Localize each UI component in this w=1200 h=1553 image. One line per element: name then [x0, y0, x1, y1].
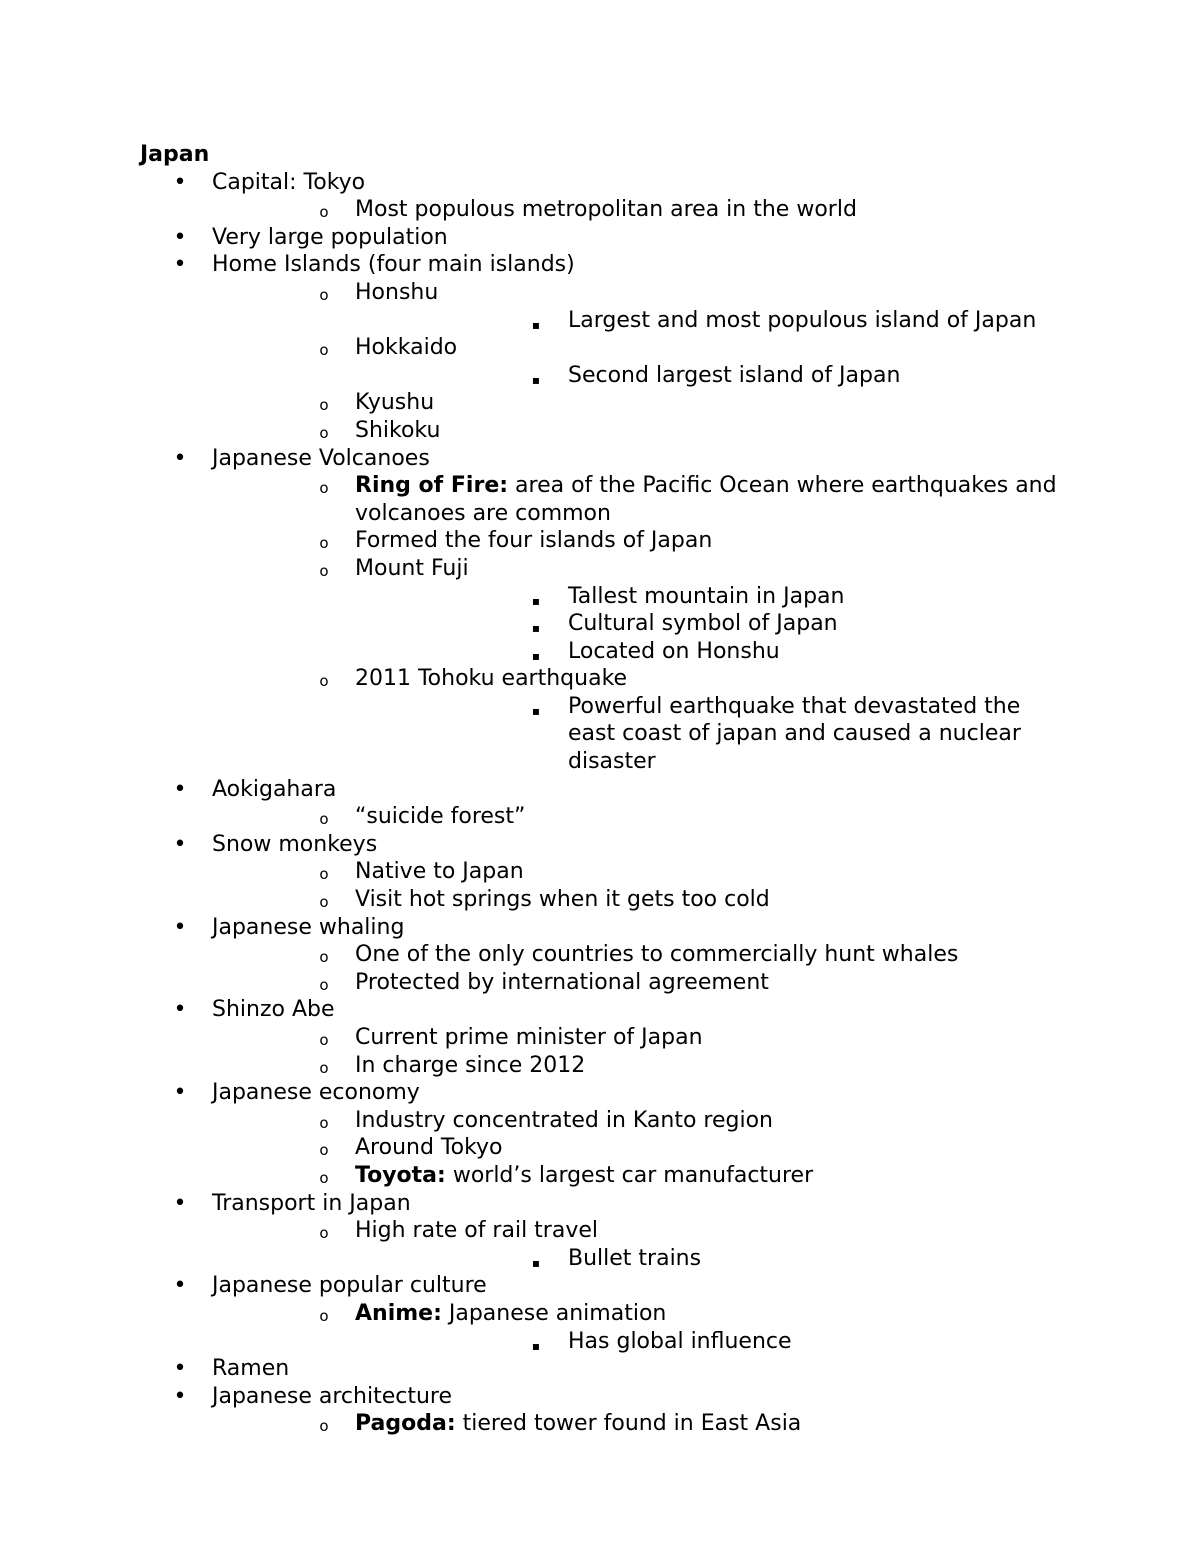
bullet-icon: • [173, 1356, 187, 1382]
item-text: Kyushu [355, 390, 435, 416]
outline-list-level-3 [355, 1328, 1060, 1356]
item-text: Located on Honshu [568, 638, 780, 664]
bullet-icon: ▪ [531, 317, 541, 332]
list-item [212, 1300, 1060, 1355]
bullet-icon: • [173, 1190, 187, 1216]
item-text: Shinzo Abe [212, 997, 335, 1023]
bullet-icon: • [173, 169, 187, 195]
bullet-icon: o [319, 1168, 329, 1187]
item-text: Japanese architecture [212, 1383, 453, 1409]
bullet-icon: o [319, 203, 329, 222]
list-item [212, 1162, 1060, 1190]
list-item [212, 555, 1060, 665]
list-item [355, 638, 1060, 666]
item-text: Visit hot springs when it gets too cold [355, 887, 770, 913]
list-item [140, 996, 1060, 1079]
list-item [140, 776, 1060, 831]
bullet-icon: • [173, 224, 187, 250]
item-text [355, 1301, 666, 1326]
bullet-icon: ▪ [531, 621, 541, 636]
bullet-icon: o [319, 534, 329, 553]
item-text: 2011 Tohoku earthquake [355, 666, 628, 692]
term-definition: Japanese animation [441, 1300, 667, 1326]
list-item [212, 279, 1060, 334]
bullet-icon: o [319, 1031, 329, 1049]
list-item [355, 693, 1060, 776]
outline-list-level-3 [355, 307, 1060, 335]
bullet-icon: o [319, 1113, 329, 1132]
list-item [140, 1383, 1060, 1438]
item-text: In charge since 2012 [355, 1052, 586, 1078]
list-item [212, 941, 1060, 969]
bullet-icon: o [319, 810, 329, 829]
term-label: Pagoda: [355, 1411, 456, 1437]
item-text: Formed the four islands of Japan [355, 528, 713, 554]
term-label: Anime: [355, 1300, 442, 1326]
list-item [355, 610, 1060, 638]
list-item [140, 1355, 1060, 1383]
list-item [212, 1024, 1060, 1052]
item-text: Second largest island of Japan [568, 362, 901, 388]
bullet-icon: o [319, 1224, 329, 1243]
item-text: Around Tokyo [355, 1135, 503, 1161]
list-item [140, 1272, 1060, 1355]
item-text: Hokkaido [355, 335, 458, 361]
bullet-icon: o [319, 1058, 329, 1077]
outline-list-level-2 [212, 858, 1060, 913]
list-item [355, 1328, 1060, 1356]
outline-list-level-3 [355, 583, 1060, 666]
document-title: Japan [140, 142, 210, 167]
bullet-icon: o [319, 479, 329, 498]
outline [140, 169, 1060, 1438]
item-text: Tallest mountain in Japan [568, 583, 845, 609]
bullet-icon: ▪ [531, 372, 541, 387]
bullet-icon: ▪ [531, 648, 541, 663]
bullet-icon: • [173, 445, 187, 471]
list-item [355, 583, 1060, 611]
list-item [212, 969, 1060, 997]
bullet-icon: • [173, 1273, 187, 1299]
item-text: One of the only countries to commercially hunt whales [355, 942, 959, 968]
outline-list-level-1 [140, 169, 1060, 1438]
list-item [212, 1217, 1060, 1272]
bullet-icon: o [319, 561, 329, 580]
list-item [212, 1134, 1060, 1162]
item-text: Has global influence [568, 1328, 792, 1354]
item-text: Protected by international agreement [355, 969, 769, 995]
outline-list-level-2 [212, 941, 1060, 996]
bullet-icon: • [173, 776, 187, 802]
item-text: Ramen [212, 1356, 290, 1382]
list-item [140, 914, 1060, 997]
list-item [212, 886, 1060, 914]
outline-list-level-2 [212, 196, 1060, 224]
list-item [140, 169, 1060, 224]
item-text: Capital: Tokyo [212, 169, 366, 195]
item-text: Very large population [212, 224, 448, 250]
item-text: Japanese popular culture [212, 1273, 487, 1299]
item-text: Transport in Japan [212, 1190, 411, 1216]
item-text: Mount Fuji [355, 555, 469, 581]
bullet-icon: o [319, 396, 329, 415]
item-text [355, 1411, 801, 1436]
item-text: Honshu [355, 279, 439, 305]
bullet-icon: • [173, 252, 187, 278]
term-definition: tiered tower found in East Asia [455, 1411, 802, 1437]
bullet-icon: o [319, 865, 329, 884]
item-text: Home Islands (four main islands) [212, 252, 575, 278]
bullet-icon: • [173, 997, 187, 1023]
bullet-icon: • [173, 914, 187, 940]
outline-list-level-2 [212, 279, 1060, 445]
bullet-icon: • [173, 1383, 187, 1409]
bullet-icon: ▪ [531, 1338, 541, 1353]
list-item [140, 251, 1060, 444]
list-item [212, 472, 1060, 527]
list-item [212, 389, 1060, 417]
item-text: Cultural symbol of Japan [568, 611, 838, 637]
item-text: Industry concentrated in Kanto region [355, 1107, 773, 1133]
item-text: Bullet trains [568, 1245, 702, 1271]
list-item [140, 1079, 1060, 1189]
item-text: Current prime minister of Japan [355, 1025, 703, 1050]
term-definition: world’s largest car manufacturer [445, 1162, 814, 1188]
bullet-icon: ▪ [531, 1255, 541, 1270]
bullet-icon: o [319, 1417, 329, 1436]
list-item [140, 445, 1060, 776]
list-item [212, 417, 1060, 445]
list-item [212, 803, 1060, 831]
item-text: Shikoku [355, 417, 441, 443]
term-label: Ring of Fire: [355, 473, 509, 499]
bullet-icon: • [173, 831, 187, 857]
outline-list-level-2 [212, 1024, 1060, 1079]
list-item [212, 665, 1060, 775]
outline-list-level-3 [355, 362, 1060, 390]
item-text: High rate of rail travel [355, 1218, 598, 1244]
item-text: Japanese Volcanoes [212, 445, 430, 471]
item-text [355, 473, 1057, 526]
item-text: Most populous metropolitan area in the world [355, 197, 857, 223]
list-item [355, 1245, 1060, 1273]
bullet-icon: o [319, 893, 329, 912]
outline-list-level-2 [212, 803, 1060, 831]
term-label: Toyota: [355, 1162, 446, 1188]
item-text: Native to Japan [355, 859, 524, 885]
item-text: Japanese whaling [212, 914, 405, 940]
bullet-icon: o [319, 1141, 329, 1160]
list-item [212, 196, 1060, 224]
item-text [355, 1163, 813, 1188]
item-text: Powerful earthquake that devastated the east coast of japan and caused a nuclear disaster [568, 693, 1021, 775]
list-item [355, 307, 1060, 335]
bullet-icon: • [173, 1080, 187, 1106]
item-text: Snow monkeys [212, 831, 378, 857]
item-text: “suicide forest” [355, 804, 526, 830]
list-item [140, 831, 1060, 914]
outline-list-level-3 [355, 693, 1060, 776]
outline-list-level-2 [212, 1107, 1060, 1190]
bullet-icon: o [319, 975, 329, 994]
bullet-icon: o [319, 948, 329, 967]
bullet-icon: o [319, 423, 329, 442]
outline-list-level-2 [212, 1300, 1060, 1355]
outline-list-level-2 [212, 1217, 1060, 1272]
bullet-icon: o [319, 1306, 329, 1325]
list-item [212, 527, 1060, 555]
bullet-icon: ▪ [531, 593, 541, 608]
bullet-icon: o [319, 341, 329, 360]
list-item [212, 1410, 1060, 1438]
list-item [140, 224, 1060, 252]
list-item [355, 362, 1060, 390]
list-item [212, 858, 1060, 886]
outline-list-level-3 [355, 1245, 1060, 1273]
term-definition: area of the Pacific Ocean where earthquakes and volcanoes are common [355, 473, 1057, 526]
item-text: Aokigahara [212, 776, 337, 802]
list-item [140, 1190, 1060, 1273]
list-item [212, 334, 1060, 389]
list-item [212, 1107, 1060, 1135]
bullet-icon: ▪ [531, 703, 541, 718]
document-body [140, 141, 1060, 1438]
item-text: Largest and most populous island of Japan [568, 307, 1037, 333]
bullet-icon: o [319, 285, 329, 304]
outline-list-level-2 [212, 472, 1060, 776]
outline-list-level-2 [212, 1410, 1060, 1438]
bullet-icon: o [319, 672, 329, 691]
item-text: Japanese economy [212, 1080, 420, 1106]
list-item [212, 1052, 1060, 1080]
